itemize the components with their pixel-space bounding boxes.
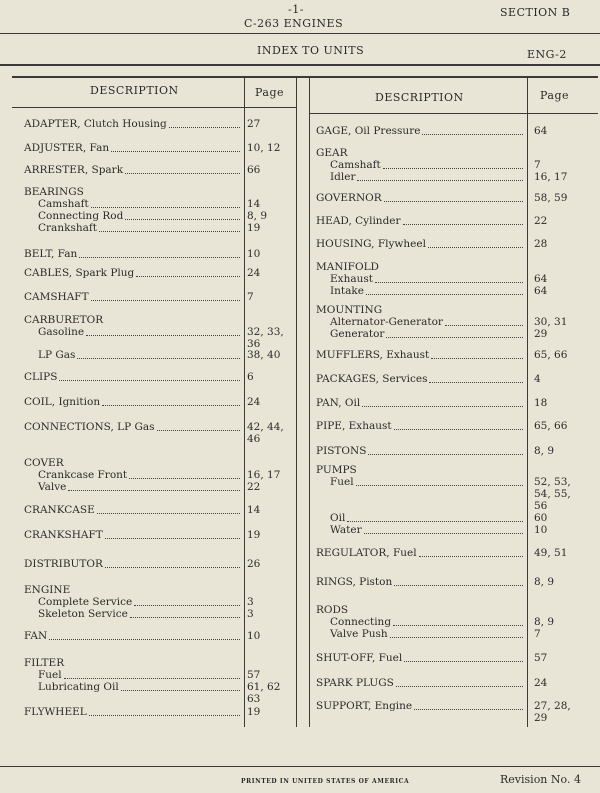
entry-title <box>316 652 525 664</box>
index-entry <box>24 706 242 718</box>
sub-entry-text: Fuel <box>38 669 62 681</box>
page-ref: 10, 12 <box>247 142 281 154</box>
page-ref: 65, 66 <box>534 420 568 432</box>
dot-leader <box>366 285 523 295</box>
sub-entry-text: Camshaft <box>38 198 89 210</box>
doc-code: ENG-2 <box>527 48 567 61</box>
dot-leader <box>102 396 240 406</box>
entry-title-text: FAN <box>24 630 48 642</box>
sub-entry-text: Oil <box>330 512 346 524</box>
dot-leader <box>49 630 240 640</box>
dot-leader <box>111 142 240 152</box>
entry-title <box>316 238 525 250</box>
sub-entry-text: Alternator-Generator <box>330 316 443 328</box>
sub-entry <box>316 159 525 171</box>
entry-title-text: DISTRIBUTOR <box>24 558 103 570</box>
page-ref: 3 <box>247 596 254 608</box>
entry-title-text: ADAPTER, Clutch Housing <box>24 118 167 130</box>
sub-entry <box>316 316 525 328</box>
sub-entry <box>24 681 242 693</box>
entry-title-text: MANIFOLD <box>316 261 379 273</box>
page-ref: 19 <box>247 222 261 234</box>
header-rule-top <box>0 33 600 34</box>
dot-leader <box>86 326 240 336</box>
entry-title-text: MOUNTING <box>316 304 383 316</box>
entry-title-text: ARRESTER, Spark <box>24 164 124 176</box>
index-entry <box>24 248 242 260</box>
page-ref: 65, 66 <box>534 349 568 361</box>
entry-title <box>316 304 525 316</box>
dot-leader <box>396 677 523 687</box>
dot-leader <box>125 164 240 174</box>
dot-leader <box>157 421 240 431</box>
dot-leader <box>89 706 240 716</box>
page-ref: 28 <box>534 238 548 250</box>
dot-leader <box>419 547 523 557</box>
section-label: SECTION B <box>500 6 571 19</box>
entry-title <box>316 215 525 227</box>
entry-title <box>316 547 525 559</box>
index-entry <box>24 558 242 570</box>
entry-title <box>24 657 242 669</box>
sub-entry-text: Idler <box>330 171 356 183</box>
sub-entry-text: Camshaft <box>330 159 381 171</box>
sub-entry <box>316 616 525 628</box>
dot-leader <box>136 267 240 277</box>
left-description-header: DESCRIPTION <box>90 84 179 97</box>
page-ref: 7 <box>247 291 254 303</box>
sub-entry-text: Valve <box>38 481 67 493</box>
entry-title-text: PISTONS <box>316 445 367 457</box>
entry-title-text: CAMSHAFT <box>24 291 89 303</box>
page-ref: 14 <box>247 198 261 210</box>
printed-notice: PRINTED IN UNITED STATES OF AMERICA <box>241 778 410 785</box>
entry-title-text: GOVERNOR <box>316 192 382 204</box>
index-entry <box>24 657 242 705</box>
entry-title <box>24 584 242 596</box>
index-entry <box>316 397 525 409</box>
page-ref: 10 <box>247 630 261 642</box>
spacer-line <box>24 693 242 705</box>
left-header-underline <box>12 107 296 108</box>
page-ref: 8, 9 <box>534 445 555 457</box>
index-title: INDEX TO UNITS <box>257 44 365 57</box>
entry-title-text: BELT, Fan <box>24 248 78 260</box>
dot-leader <box>169 118 240 128</box>
dot-leader <box>422 125 523 135</box>
dot-leader <box>59 371 240 381</box>
index-entry <box>316 125 525 137</box>
index-entry <box>316 652 525 664</box>
page-ref: 7 <box>534 159 541 171</box>
index-entry <box>316 700 525 724</box>
page-ref: 61, 62 63 <box>247 681 281 705</box>
sub-entry-text: Connecting <box>330 616 392 628</box>
sub-entry-text: LP Gas <box>38 349 76 361</box>
entry-title-text: MUFFLERS, Exhaust <box>316 349 430 361</box>
index-entry <box>24 118 242 130</box>
dot-leader <box>64 669 240 679</box>
index-entry <box>316 373 525 385</box>
page-ref: 19 <box>247 706 261 718</box>
header-rule-bottom <box>0 64 600 66</box>
page-ref: 27, 28, 29 <box>534 700 571 724</box>
index-entry <box>24 164 242 176</box>
revision-label: Revision No. 4 <box>500 773 581 786</box>
entry-title <box>24 314 242 326</box>
dot-leader <box>394 576 523 586</box>
index-entry <box>24 142 242 154</box>
dot-leader <box>105 529 240 539</box>
entry-title <box>316 373 525 385</box>
sub-entry <box>316 328 525 340</box>
page-ref: 58, 59 <box>534 192 568 204</box>
entry-title <box>24 630 242 642</box>
entry-title <box>24 457 242 469</box>
index-entry <box>316 147 525 183</box>
page-ref: 27 <box>247 118 261 130</box>
page-ref: 22 <box>247 481 261 493</box>
index-entry <box>24 630 242 642</box>
entry-title <box>316 349 525 361</box>
page-ref: 10 <box>247 248 261 260</box>
page-ref: 24 <box>534 677 548 689</box>
dot-leader <box>394 420 523 430</box>
sub-entry-text: Skeleton Service <box>38 608 128 620</box>
model-title: C-263 ENGINES <box>244 17 344 30</box>
index-entry <box>316 547 525 559</box>
dot-leader <box>383 159 523 169</box>
page-ref: 8, 9 <box>534 616 555 628</box>
sub-entry <box>24 669 242 681</box>
entry-title-text: REGULATOR, Fuel <box>316 547 417 559</box>
dot-leader <box>357 171 523 181</box>
dot-leader <box>386 328 523 338</box>
page-ref: 38, 40 <box>247 349 281 361</box>
page-ref: 64 <box>534 285 548 297</box>
index-entry <box>316 604 525 640</box>
page-ref: 7 <box>534 628 541 640</box>
spacer-line <box>316 712 525 724</box>
entry-title <box>316 604 525 616</box>
index-entry <box>316 576 525 588</box>
sub-entry <box>316 171 525 183</box>
entry-title <box>24 267 242 279</box>
entry-title-text: CLIPS <box>24 371 58 383</box>
dot-leader <box>99 222 240 232</box>
right-page-header: Page <box>540 89 570 102</box>
entry-title-text: CARBURETOR <box>24 314 104 326</box>
index-entry <box>316 445 525 457</box>
index-entry <box>24 349 242 361</box>
index-entry <box>24 529 242 541</box>
dot-leader <box>125 210 240 220</box>
entry-title <box>316 147 525 159</box>
dot-leader <box>368 445 523 455</box>
dot-leader <box>77 349 240 359</box>
sub-entry-text: Intake <box>330 285 364 297</box>
page-ref: 57 <box>534 652 548 664</box>
index-entry <box>316 192 525 204</box>
index-entry <box>316 238 525 250</box>
sub-entry <box>24 469 242 481</box>
entry-title-text: COVER <box>24 457 64 469</box>
page-ref: 16, 17 <box>534 171 568 183</box>
dot-leader <box>445 316 523 326</box>
dot-leader <box>384 192 523 202</box>
entry-title <box>24 706 242 718</box>
entry-title-text: PAN, Oil <box>316 397 361 409</box>
page-ref: 10 <box>534 524 548 536</box>
table-top-border <box>12 76 598 78</box>
index-entry <box>24 371 242 383</box>
right-header-underline <box>309 113 598 114</box>
entry-title <box>316 445 525 457</box>
index-entry <box>24 186 242 234</box>
dot-leader <box>429 373 523 383</box>
entry-title <box>24 558 242 570</box>
entry-title <box>24 529 242 541</box>
entry-title-text: SPARK PLUGS <box>316 677 394 689</box>
dot-leader <box>121 681 240 691</box>
page-ref: 60 <box>534 512 548 524</box>
page-ref: 22 <box>534 215 548 227</box>
dot-leader <box>91 291 240 301</box>
index-entry <box>316 677 525 689</box>
entry-title-text: CABLES, Spark Plug <box>24 267 135 279</box>
entry-title <box>24 371 242 383</box>
dot-leader <box>130 608 240 618</box>
center-rule-b <box>309 77 310 727</box>
page-ref: 66 <box>247 164 261 176</box>
right-description-header: DESCRIPTION <box>375 91 464 104</box>
page-ref: 26 <box>247 558 261 570</box>
entry-title <box>316 261 525 273</box>
entry-title-text: RINGS, Piston <box>316 576 393 588</box>
entry-title-text: COIL, Ignition <box>24 396 101 408</box>
index-entry <box>24 396 242 408</box>
index-entry <box>316 261 525 297</box>
entry-title <box>24 396 242 408</box>
page-ref: 8, 9 <box>247 210 268 222</box>
dot-leader <box>404 652 523 662</box>
index-entry <box>24 267 242 279</box>
sub-entry-text: Complete Service <box>38 596 133 608</box>
index-entry <box>316 420 525 432</box>
page-ref: 3 <box>247 608 254 620</box>
page-ref: 19 <box>247 529 261 541</box>
dot-leader <box>414 700 523 710</box>
page-ref: 6 <box>247 371 254 383</box>
sub-entry <box>316 524 525 536</box>
page-ref: 18 <box>534 397 548 409</box>
page-ref: 30, 31 <box>534 316 568 328</box>
entry-title <box>24 164 242 176</box>
entry-title-text: HEAD, Cylinder <box>316 215 401 227</box>
dot-leader <box>375 273 523 283</box>
entry-title-text: CONNECTIONS, LP Gas <box>24 421 155 433</box>
center-rule-a <box>296 77 297 727</box>
sub-entry-text: Generator <box>330 328 385 340</box>
entry-title-text: CRANKSHAFT <box>24 529 103 541</box>
sub-entry-text: Gasoline <box>38 326 85 338</box>
dot-leader <box>134 596 240 606</box>
index-entry <box>316 349 525 361</box>
index-entry <box>24 584 242 620</box>
sub-entry <box>24 198 242 210</box>
left-page-column-rule <box>244 77 245 727</box>
entry-title-text: FLYWHEEL <box>24 706 87 718</box>
sub-entry <box>24 222 242 234</box>
entry-title-text: ENGINE <box>24 584 71 596</box>
sub-entry <box>24 349 242 361</box>
entry-title <box>316 464 525 476</box>
sub-entry-text: Exhaust <box>330 273 373 285</box>
index-entry <box>316 304 525 340</box>
page-number: -1- <box>288 3 304 16</box>
dot-leader <box>129 469 240 479</box>
right-page-column-rule <box>527 77 528 727</box>
page-ref: 57 <box>247 669 261 681</box>
page-ref: 29 <box>534 328 548 340</box>
entry-title <box>24 118 242 130</box>
entry-title <box>24 291 242 303</box>
spacer-line <box>24 433 242 445</box>
sub-entry <box>24 481 242 493</box>
dot-leader <box>428 238 523 248</box>
entry-title <box>24 142 242 154</box>
page-ref: 16, 17 <box>247 469 281 481</box>
sub-entry <box>24 326 242 338</box>
entry-title <box>316 125 525 137</box>
entry-title-text: BEARINGS <box>24 186 84 198</box>
sub-entry <box>24 210 242 222</box>
page-ref: 42, 44, 46 <box>247 421 284 445</box>
sub-entry-text: Lubricating Oil <box>38 681 119 693</box>
entry-title-text: FILTER <box>24 657 65 669</box>
entry-title <box>316 420 525 432</box>
page-ref: 64 <box>534 273 548 285</box>
spacer-line <box>316 488 525 500</box>
page-ref: 32, 33, 36 <box>247 326 284 350</box>
sub-entry-text: Fuel <box>330 476 354 488</box>
entry-title-text: PIPE, Exhaust <box>316 420 392 432</box>
sub-entry <box>316 476 525 488</box>
entry-title-text: PACKAGES, Services <box>316 373 428 385</box>
entry-title-text: PUMPS <box>316 464 357 476</box>
entry-title <box>24 421 242 433</box>
sub-entry-text: Crankshaft <box>38 222 97 234</box>
spacer-line <box>316 500 525 512</box>
entry-title <box>24 248 242 260</box>
entry-title <box>24 504 242 516</box>
page-ref: 49, 51 <box>534 547 568 559</box>
sub-entry <box>316 273 525 285</box>
dot-leader <box>390 628 523 638</box>
page-ref: 24 <box>247 267 261 279</box>
index-entry <box>316 464 525 536</box>
entry-title <box>316 576 525 588</box>
dot-leader <box>362 397 523 407</box>
dot-leader <box>97 504 240 514</box>
index-entry <box>24 457 242 493</box>
entry-title-text: SUPPORT, Engine <box>316 700 413 712</box>
dot-leader <box>356 476 523 486</box>
page-ref: 8, 9 <box>534 576 555 588</box>
dot-leader <box>68 481 240 491</box>
sub-entry <box>24 608 242 620</box>
dot-leader <box>431 349 523 359</box>
entry-title <box>316 397 525 409</box>
dot-leader <box>403 215 523 225</box>
entry-title <box>316 700 525 712</box>
page-ref: 14 <box>247 504 261 516</box>
index-entry <box>24 291 242 303</box>
sub-entry-text: Valve Push <box>330 628 388 640</box>
left-page-header: Page <box>255 86 285 99</box>
dot-leader <box>79 248 240 258</box>
sub-entry <box>24 596 242 608</box>
entry-title-text: ADJUSTER, Fan <box>24 142 110 154</box>
entry-title-text: SHUT-OFF, Fuel <box>316 652 403 664</box>
sub-entry-text: Connecting Rod <box>38 210 124 222</box>
sub-entry-text: Water <box>330 524 362 536</box>
footer-rule <box>0 766 600 767</box>
sub-entry-text: Crankcase Front <box>38 469 128 481</box>
sub-entry <box>316 628 525 640</box>
page-ref: 52, 53, 54, 55, 56 <box>534 476 571 512</box>
dot-leader <box>393 616 523 626</box>
dot-leader <box>347 512 523 522</box>
entry-title-text: GEAR <box>316 147 348 159</box>
index-entry <box>316 215 525 227</box>
sub-entry <box>316 285 525 297</box>
page-ref: 4 <box>534 373 541 385</box>
dot-leader <box>105 558 240 568</box>
dot-leader <box>364 524 523 534</box>
index-entry <box>24 504 242 516</box>
index-entry <box>24 314 242 350</box>
entry-title-text: HOUSING, Flywheel <box>316 238 426 250</box>
sub-entry <box>316 512 525 524</box>
dot-leader <box>91 198 240 208</box>
index-entry <box>24 421 242 445</box>
entry-title-text: RODS <box>316 604 349 616</box>
page-ref: 64 <box>534 125 548 137</box>
page-ref: 24 <box>247 396 261 408</box>
entry-title <box>24 186 242 198</box>
entry-title <box>316 192 525 204</box>
entry-title-text: CRANKCASE <box>24 504 95 516</box>
entry-title-text: GAGE, Oil Pressure <box>316 125 421 137</box>
entry-title <box>316 677 525 689</box>
